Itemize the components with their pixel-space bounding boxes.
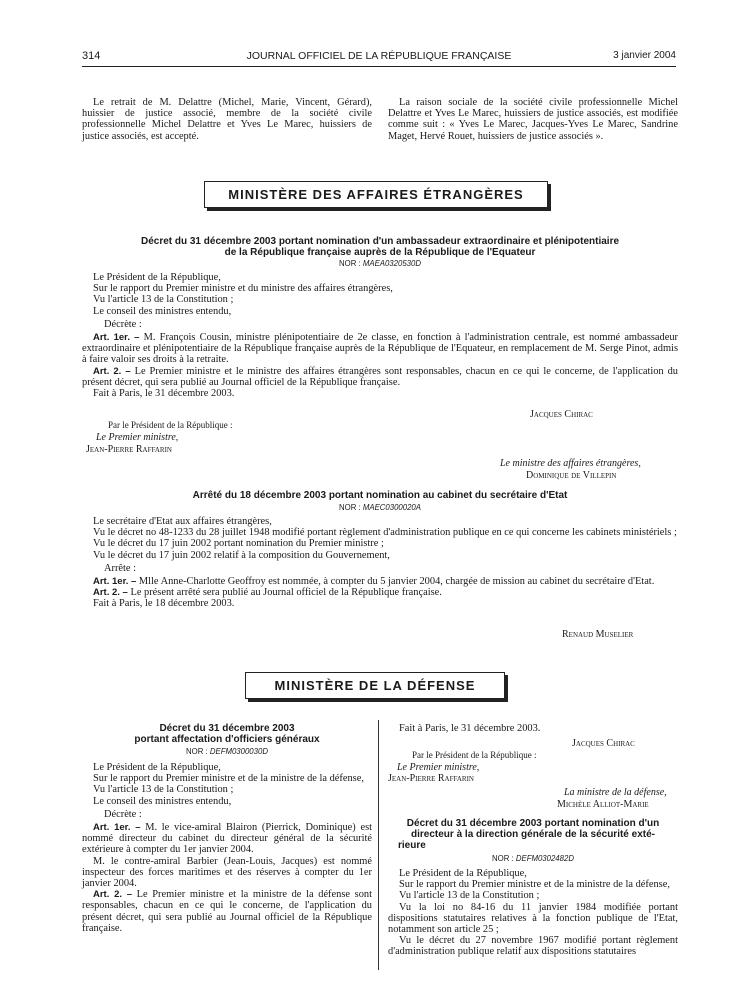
- article-text: M. le contre-amiral Barbier (Jean-Louis, Jacques) est nommé inspecteur des forces maritimes et des réserves à compter du 1er janvier 2004.: [82, 855, 372, 890]
- visa-line: Vu le décret du 17 juin 2002 portant nomination du Premier ministre ;: [93, 538, 384, 550]
- nor-code: MAEC0300020A: [362, 503, 421, 512]
- article-text: M. le vice-amiral Blairon (Pierrick, Dominique) est nommé directeur du cabinet du directeur général de la sécurité extérieure à compter du 1er janvier 2004.: [82, 822, 372, 856]
- column-divider: [378, 720, 379, 970]
- article-label: Art. 2. –: [93, 365, 131, 377]
- decret2-ministre-title: La ministre de la défense,: [564, 787, 667, 798]
- ministre-name: Dominique de Villepin: [526, 470, 617, 481]
- nor-label: NOR :: [492, 854, 514, 863]
- visa-line: Vu le décret du 27 novembre 1967 modifié portant règlement d'administration publique relatif aux dispositions statutaires: [388, 935, 678, 958]
- ministre-title: Le ministre des affaires étrangères,: [500, 458, 641, 469]
- visa-line: Le Président de la République,: [399, 868, 527, 879]
- decret3-nor: [388, 854, 678, 863]
- decret3-title-line1: Décret du 31 décembre 2003 portant nomination d'un: [406, 818, 660, 829]
- visa-line: Vu la loi no 84-16 du 11 janvier 1984 modifiée portant dispositions statutaires relatives à la fonction publique de l'Etat, notamment son article 25 ;: [388, 901, 678, 936]
- decret2-premier-ministre-title: Le Premier ministre,: [397, 762, 480, 773]
- arrete-line: Arrête :: [104, 562, 137, 574]
- article-label: Art. 2. –: [93, 889, 132, 901]
- decret2-par-le-president: Par le Président de la République :: [412, 750, 537, 760]
- arrete1-signature: Renaud Muselier: [562, 629, 634, 640]
- article-text: Le présent arrêté sera publié au Journal officiel de la République française.: [130, 587, 442, 599]
- decret3-title: [388, 818, 678, 851]
- nor-label: NOR :: [339, 503, 361, 512]
- top-left-paragraph: Le retrait de M. Delattre (Michel, Marie, Vincent, Gérard), huissier de justice associé, membre de la société civile professionnelle Michel Delattre et Yves Le Marec, huissiers de justice associés, est accepté.: [82, 97, 372, 142]
- decret1-title-line2: de la République française auprès de la République de l'Equateur: [224, 247, 536, 258]
- visa-line: Sur le rapport du Premier ministre et de la ministre de la défense,: [93, 773, 364, 785]
- journal-title: JOURNAL OFFICIEL DE LA RÉPUBLIQUE FRANÇAISE: [246, 50, 512, 62]
- article-text: Le Premier ministre et le ministre des affaires étrangères sont responsables, chacun en ce qui le concerne, de l'application du présent décret, qui sera publié au Journal officiel de la République française.: [82, 365, 678, 388]
- visa-line: Vu l'article 13 de la Constitution ;: [399, 890, 540, 902]
- decret2-signature-president: Jacques Chirac: [572, 738, 635, 749]
- fait-line: Fait à Paris, le 31 décembre 2003.: [93, 388, 235, 400]
- visa-line: Le Président de la République,: [93, 272, 221, 283]
- decret2-fait: [388, 723, 678, 734]
- decrete-line: Décrète :: [104, 318, 142, 330]
- article-text: Le Premier ministre et la ministre de la défense sont responsables, chacun en ce qui le concerne, de l'application du présent décret, qui sera publié au Journal officiel de la République française.: [82, 889, 372, 934]
- ministry-header-affaires-etrangeres: MINISTÈRE DES AFFAIRES ÉTRANGÈRES: [204, 181, 548, 208]
- visa-line: Vu l'article 13 de la Constitution ;: [93, 784, 234, 796]
- par-le-president: Par le Président de la République :: [108, 420, 233, 430]
- decret3-body: [388, 868, 678, 958]
- decret2-title-line2: portant affectation d'officiers généraux: [134, 734, 320, 745]
- fait-line: Fait à Paris, le 31 décembre 2003.: [399, 723, 541, 734]
- fait-line: Fait à Paris, le 18 décembre 2003.: [93, 598, 235, 610]
- nor-label: NOR :: [186, 747, 208, 756]
- header-rule: [82, 66, 676, 67]
- decret1-title-line1: Décret du 31 décembre 2003 portant nomination d'un ambassadeur extraordinaire et plénipotentiaire: [140, 236, 620, 247]
- nor-code: DEFM0302482D: [515, 854, 574, 863]
- decret2-title: [82, 723, 372, 745]
- article-label: Art. 1er. –: [93, 822, 141, 834]
- visa-line: Vu l'article 13 de la Constitution ;: [93, 294, 234, 306]
- decret1-nor: [82, 259, 678, 268]
- article-text: M. François Cousin, ministre plénipotentiaire de 2e classe, en fonction à l'administration centrale, est nommé ambassadeur extraordinaire et plénipotentiaire de la République française auprès de la République de l'Equateur, en remplacement de M. Serge Pinot, admis à faire valoir ses droits à la retraite.: [82, 332, 678, 366]
- decrete-line: Décrète :: [104, 808, 142, 820]
- decret2-ministre-name: Michèle Alliot-Marie: [557, 799, 649, 810]
- decret2-body: [82, 762, 372, 934]
- visa-line: Vu le décret du 17 juin 2002 relatif à la composition du Gouvernement,: [93, 549, 390, 561]
- page-number: 314: [82, 50, 101, 62]
- arrete1-nor: [82, 503, 678, 512]
- article-text: Mlle Anne-Charlotte Geoffroy est nommée, à compter du 5 janvier 2004, chargée de mission au cabinet du secrétaire d'Etat.: [138, 576, 655, 588]
- visa-line: Sur le rapport du Premier ministre et du ministre des affaires étrangères,: [93, 283, 393, 295]
- article-label: Art. 1er. –: [93, 576, 137, 588]
- nor-label: NOR :: [339, 259, 361, 268]
- top-right-paragraph: La raison sociale de la société civile professionnelle Michel Delattre et Yves Le Marec, huissiers de justice associés, est modifiée comme suit : « Yves Le Marec, Jacques-Yves Le Marec, Sandrine Maget, Hervé Rouet, huissiers de justice associés ».: [388, 97, 678, 142]
- nor-code: MAEA0320530D: [362, 259, 421, 268]
- arrete1-title: Arrêté du 18 décembre 2003 portant nomination au cabinet du secrétaire d'Etat: [192, 490, 568, 501]
- premier-ministre-name: Jean-Pierre Raffarin: [86, 444, 172, 455]
- decret3-title-line3: rieure: [398, 840, 426, 851]
- visa-line: Le secrétaire d'Etat aux affaires étrangères,: [93, 516, 272, 527]
- arrete1-body: [82, 516, 678, 610]
- signature-president: Jacques Chirac: [530, 409, 593, 420]
- nor-code: DEFM0300030D: [209, 747, 268, 756]
- page-header: [82, 50, 676, 66]
- article-label: Art. 2. –: [93, 587, 128, 599]
- decret2-nor: [82, 747, 372, 756]
- visa-line: Vu le décret no 48-1233 du 28 juillet 1948 modifié portant règlement d'administration publique en ce qui concerne les cabinets ministériels ;: [93, 527, 677, 539]
- issue-date: 3 janvier 2004: [613, 50, 676, 61]
- visa-line: Le Président de la République,: [93, 762, 221, 773]
- visa-line: Sur le rapport du Premier ministre et de la ministre de la défense,: [399, 879, 670, 891]
- visa-line: Le conseil des ministres entendu,: [93, 305, 232, 317]
- decret3-title-line2: directeur à la direction générale de la sécurité exté-: [411, 829, 655, 840]
- visa-line: Le conseil des ministres entendu,: [93, 795, 232, 807]
- article-label: Art. 1er. –: [93, 332, 140, 344]
- decret1-body: [82, 272, 678, 399]
- decret2-title-line1: Décret du 31 décembre 2003: [159, 723, 295, 734]
- decret2-premier-ministre-name: Jean-Pierre Raffarin: [388, 773, 474, 784]
- premier-ministre-title: Le Premier ministre,: [96, 432, 179, 443]
- ministry-header-defense: MINISTÈRE DE LA DÉFENSE: [245, 672, 505, 699]
- decret1-title: [82, 236, 678, 258]
